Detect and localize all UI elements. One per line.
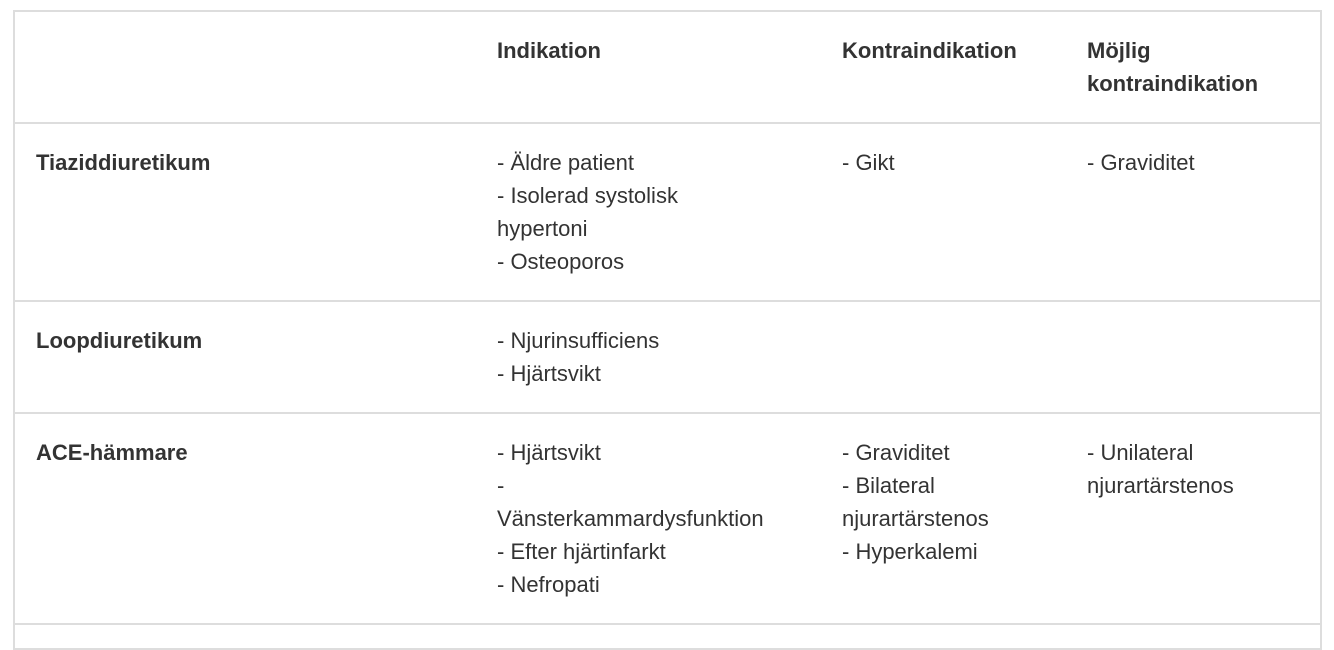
cell-line: - Bilateral <box>842 473 935 498</box>
indication-cell <box>497 301 842 413</box>
cell-line: - Gikt <box>842 150 895 175</box>
cell-line: - Osteoporos <box>497 249 625 274</box>
cell-line: njurartärstenos <box>1087 473 1234 498</box>
drug-comparison-table <box>15 12 1320 625</box>
table-header-row <box>15 12 1320 123</box>
drug-name: ACE-hämmare <box>15 413 497 624</box>
cell-line: - Isolerad systolisk <box>497 183 678 208</box>
cell-line: - Hyperkalemi <box>842 539 978 564</box>
cell-line: - Äldre patient <box>497 150 634 175</box>
header-possible-contraindication <box>1087 12 1320 123</box>
possible-contraindication-cell <box>1087 413 1320 624</box>
table-row <box>15 301 1320 413</box>
cell-line: - Njurinsufficiens <box>497 328 660 353</box>
header-indication: Indikation <box>497 12 842 123</box>
cell-line: - Efter hjärtinfarkt <box>497 539 666 564</box>
cell-line: - <box>497 473 505 498</box>
drug-name: Tiaziddiuretikum <box>15 123 497 301</box>
table-row <box>15 123 1320 301</box>
header-possible-contraindication-line: kontraindikation <box>1087 71 1259 96</box>
cell-line: hypertoni <box>497 216 588 241</box>
contraindication-cell <box>842 301 1087 413</box>
indication-cell <box>497 123 842 301</box>
possible-contraindication-cell <box>1087 301 1320 413</box>
table-row <box>15 413 1320 624</box>
contraindication-cell <box>842 123 1087 301</box>
header-drug <box>15 12 497 123</box>
cell-line: - Nefropati <box>497 572 600 597</box>
cell-line: - Unilateral <box>1087 440 1194 465</box>
cell-line: - Hjärtsvikt <box>497 440 601 465</box>
cell-line: - Graviditet <box>1087 150 1195 175</box>
cell-line: - Hjärtsvikt <box>497 361 601 386</box>
cell-line: Vänsterkammardysfunktion <box>497 506 764 531</box>
cell-line: njurartärstenos <box>842 506 989 531</box>
header-contraindication: Kontraindikation <box>842 12 1087 123</box>
contraindication-cell <box>842 413 1087 624</box>
possible-contraindication-cell <box>1087 123 1320 301</box>
drug-name: Loopdiuretikum <box>15 301 497 413</box>
header-possible-contraindication-line: Möjlig <box>1087 38 1151 63</box>
indication-cell <box>497 413 842 624</box>
cell-line: - Graviditet <box>842 440 950 465</box>
